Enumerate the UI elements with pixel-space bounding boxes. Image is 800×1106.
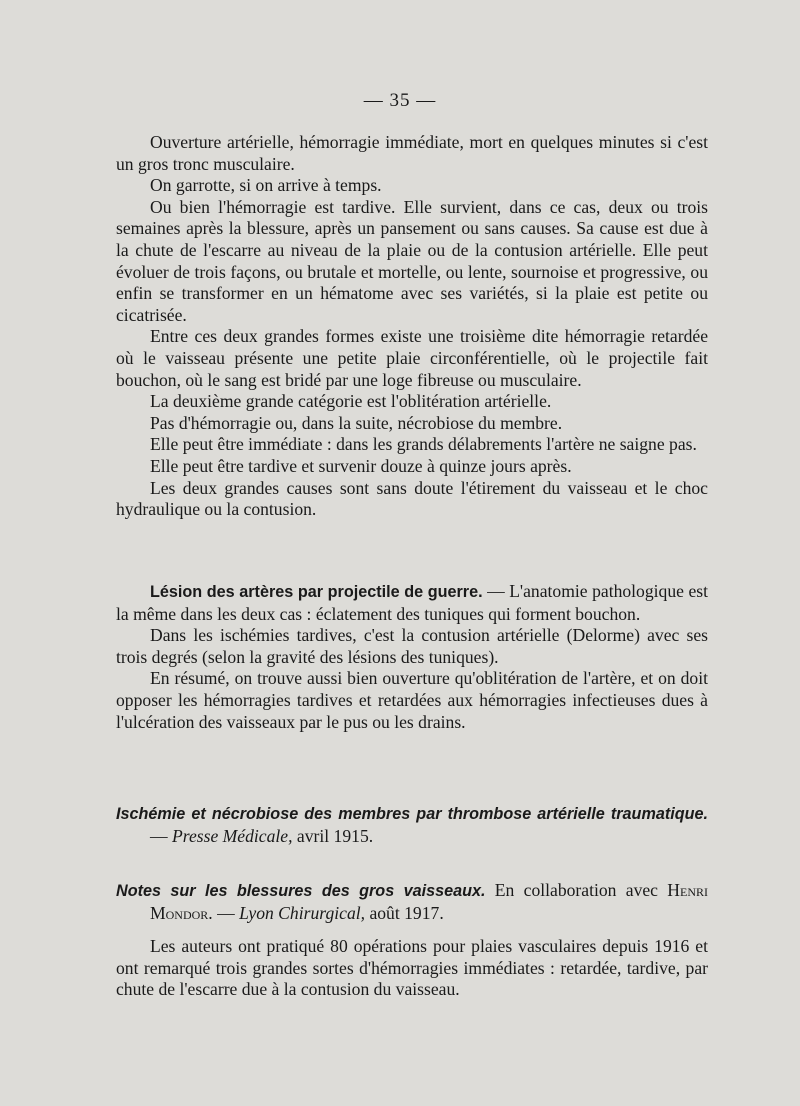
section-war-projectile-lesions — [116, 581, 708, 733]
section-hemorrhage-types — [116, 132, 708, 521]
paragraph: Ouverture artérielle, hémorragie immédiate, mort en quelques minutes si c'est un gros tronc musculaire. — [116, 132, 708, 174]
paragraph: Les auteurs ont pratiqué 80 opérations pour plaies vasculaires depuis 1916 et ont remarqué trois grandes sortes d'hémorragies immédiates : retardée, tardive, par chute de l'escarre due à la contusion du vaisseau. — [116, 936, 708, 1000]
reference-title: Notes sur les blessures des gros vaisseaux. — [116, 882, 486, 900]
reference-title: Ischémie et nécrobiose des membres par thrombose artérielle traumatique. — [116, 805, 708, 823]
paragraph: Pas d'hémorragie ou, dans la suite, nécrobiose du membre. — [150, 412, 563, 433]
paragraph: Les deux grandes causes sont sans doute l'étirement du vaisseau et le choc hydraulique ou la contusion. — [116, 477, 708, 520]
paragraph: Ou bien l'hémorragie est tardive. Elle survient, dans ce cas, deux ou trois semaines après la blessure, après un pansement ou sans causes. Sa cause est due à la chute de l'escarre au niveau de la plaie ou de la contusion artérielle. Elle peut évoluer de trois façons, ou brutale et mortelle, ou lente, sournoise et progressive, ou enfin se transformer en un hématome avec ses variétés, si la plaie est petite ou cicatrisée. — [116, 196, 708, 325]
paragraph: Elle peut être tardive et survenir douze à quinze jours après. — [150, 455, 572, 476]
reference-ischemie — [116, 803, 708, 847]
collaboration-note: En collaboration avec — [494, 880, 658, 900]
reference-entry — [116, 803, 708, 847]
paragraph: Dans les ischémies tardives, c'est la contusion artérielle (Delorme) avec ses trois degrés (selon la gravité des lésions des tuniques). — [116, 625, 708, 667]
dash: — — [217, 902, 235, 923]
paragraph: La deuxième grande catégorie est l'oblitération artérielle. — [150, 391, 552, 412]
reference-entry — [116, 880, 708, 924]
section-heading: Lésion des artères par projectile de guerre. — [150, 583, 483, 601]
dash: — — [150, 825, 168, 846]
page-number: — 35 — — [363, 90, 437, 111]
journal-name: Lyon Chirurgical, — [239, 902, 366, 923]
paragraph: Entre ces deux grandes formes existe une troisième dite hémorragie retardée où le vaisseau présente une petite plaie circonférentielle, où le projectile fait bouchon, où le sang est bridé par une loge fibreuse ou musculaire. — [116, 326, 708, 390]
section-intro: — L'anatomie pathologique est la même dans les deux cas : éclatement des tuniques qui forment bouchon. — [116, 581, 708, 624]
publication-date: avril 1915. — [296, 825, 374, 846]
journal-name: Presse Médicale, — [172, 825, 293, 846]
paragraph: En résumé, on trouve aussi bien ouverture qu'oblitération de l'artère, et on doit opposer les hémorragies tardives et retardées aux hémorragies infectieuses dues à l'ulcération des vaisseaux par le pus ou les drains. — [116, 668, 708, 732]
author-name: Henri Mondor. — [150, 880, 708, 923]
publication-date: août 1917. — [369, 902, 444, 923]
section-summary — [116, 936, 708, 1001]
paragraph — [116, 581, 708, 625]
paragraph: Elle peut être immédiate : dans les grands délabrements l'artère ne saigne pas. — [150, 434, 697, 455]
paragraph: On garrotte, si on arrive à temps. — [150, 175, 382, 196]
reference-notes-vaisseaux — [116, 880, 708, 924]
